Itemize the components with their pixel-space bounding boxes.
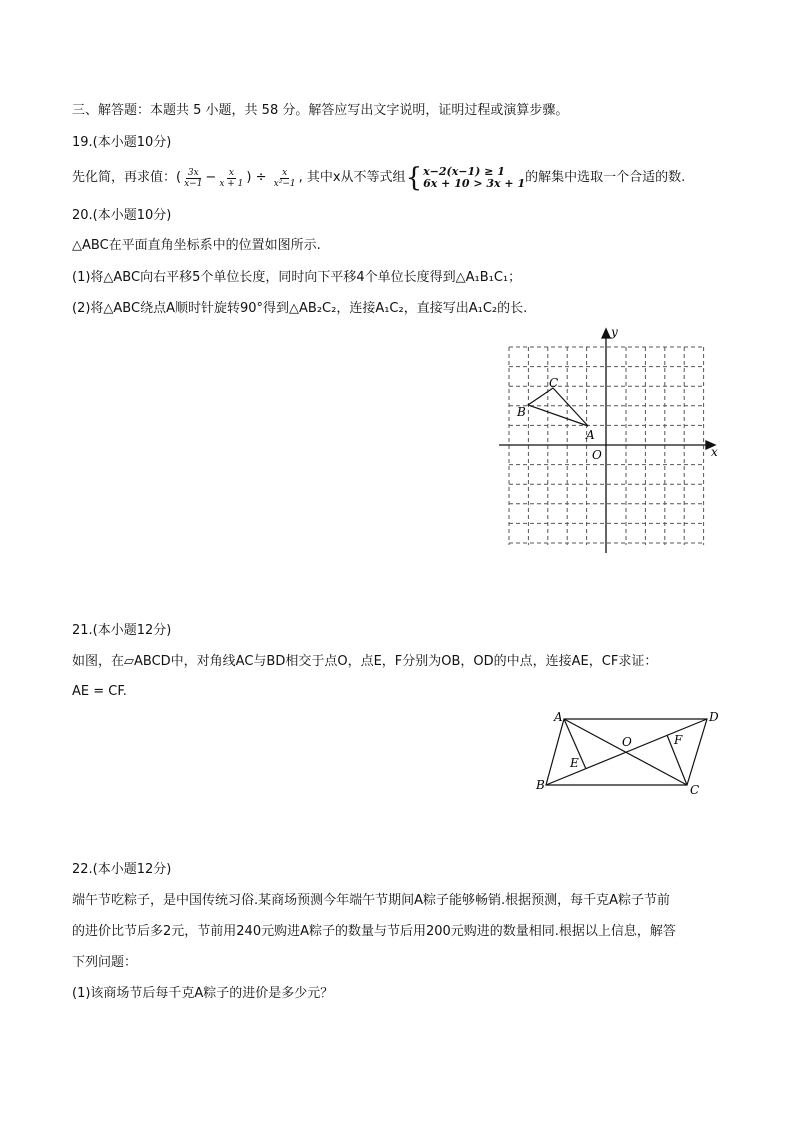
q19-prefix: 先化简，再求值：( xyxy=(72,170,182,185)
q20-grid xyxy=(509,347,705,545)
q21-header: 21.(本小题12分) xyxy=(72,623,172,638)
q20-line2: (1)将△ABC向右平移5个单位长度，同时向下平移4个单位长度得到△A₁B₁C₁； xyxy=(72,270,522,285)
q19-minus: − xyxy=(205,170,217,185)
q21-line2: AE = CF. xyxy=(72,684,127,699)
point-b-label: B xyxy=(517,405,526,419)
q20-triangle-abc xyxy=(528,388,588,426)
q20-axes xyxy=(499,329,715,553)
q20-header: 20.(本小题10分) xyxy=(72,208,172,223)
point-c-label: C xyxy=(690,783,700,797)
section-heading: 三、解答题：本题共 5 小题，共 58 分。解答应写出文字说明，证明过程或演算步骤。 xyxy=(72,103,569,118)
q19-header: 19.(本小题10分) xyxy=(72,135,172,150)
q19-inequality-1: x−2(x−1) ≥ 1 xyxy=(423,165,505,178)
q22-line3: 下列问题： xyxy=(72,955,138,970)
q19-divide: ) ÷ xyxy=(246,170,271,185)
q22-header: 22.(本小题12分) xyxy=(72,862,172,877)
brace-icon: { xyxy=(405,163,423,193)
q19-frac3-denominator: x²−1 xyxy=(273,178,296,189)
q19-frac1-denominator: x−1 xyxy=(184,178,203,189)
point-b-label: B xyxy=(536,778,545,792)
q20-line1: △ABC在平面直角坐标系中的位置如图所示. xyxy=(72,238,321,253)
point-a-label: A xyxy=(586,428,595,442)
q20-line3: (2)将△ABC绕点A顺时针旋转90°得到△AB₂C₂，连接A₁C₂，直接写出A₁C₂的长. xyxy=(72,301,528,316)
point-f-label: F xyxy=(674,733,683,747)
q22-line1: 端午节吃粽子，是中国传统习俗.某商场预测今年端午节期间A粽子能够畅销.根据预测，每千克A粽子节前 xyxy=(72,893,671,908)
q21-line1: 如图，在▱ABCD中，对角线AC与BD相交于点O，点E，F分别为OB，OD的中点，连接AE，CF求证： xyxy=(72,654,658,669)
q19-inequality-system xyxy=(406,165,526,191)
q19-fraction-1 xyxy=(182,168,204,189)
y-axis-arrow-icon xyxy=(602,329,610,338)
q21-parallelogram-figure xyxy=(530,705,725,800)
q19-frac3-numerator: x xyxy=(282,167,288,178)
x-axis-label: x xyxy=(711,445,718,459)
point-a-label: A xyxy=(554,710,563,724)
origin-label: O xyxy=(592,448,602,462)
q19-inequality-2: 6x + 10 > 3x + 1 xyxy=(423,177,526,190)
y-axis-label: y xyxy=(611,325,618,339)
q19-frac2-numerator: x xyxy=(228,167,234,178)
point-o-label: O xyxy=(622,735,632,749)
point-c-label: C xyxy=(549,376,559,390)
point-d-label: D xyxy=(709,710,719,724)
q19-suffix: 的解集中选取一个合适的数. xyxy=(525,170,686,185)
q19-fraction-3 xyxy=(272,168,298,189)
point-e-label: E xyxy=(570,756,579,770)
q19-mid: , 其中x从不等式组 xyxy=(298,170,406,185)
q19-frac2-denominator: x + 1 xyxy=(219,178,244,189)
q22-line2: 的进价比节后多2元，节前用240元购进A粽子的数量与节后用200元购进的数量相同.根据以上信息，解答 xyxy=(72,924,676,939)
q22-line4: (1)该商场节后每千克A粽子的进价是多少元？ xyxy=(72,986,334,1001)
q19-fraction-2 xyxy=(217,168,245,189)
q20-coordinate-figure xyxy=(495,325,725,560)
q19-frac1-numerator: 3x xyxy=(187,167,199,178)
q19-body xyxy=(72,163,685,193)
